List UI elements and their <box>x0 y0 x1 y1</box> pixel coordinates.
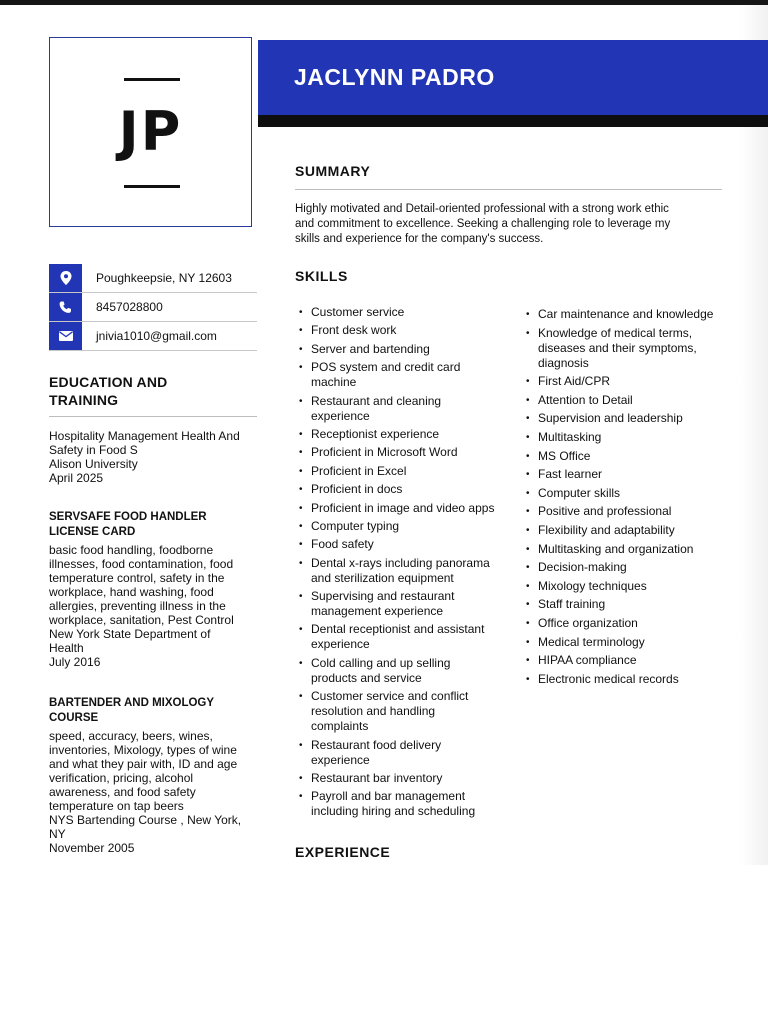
contact-row-address <box>49 264 257 293</box>
envelope-icon <box>49 322 82 350</box>
entry-line: New York State Department of <box>49 627 211 641</box>
skill-item <box>524 504 739 519</box>
education-title-line2: TRAINING <box>49 392 119 408</box>
skill-text: • Knowledge of medical terms, <box>538 325 693 340</box>
entry-date: November 2005 <box>49 841 135 855</box>
skill-item <box>297 464 517 479</box>
skill-text: • Decision-making <box>538 560 627 575</box>
skill-item <box>297 537 517 552</box>
skill-item <box>524 616 739 631</box>
skill-item <box>297 482 517 497</box>
entry-line: Health <box>49 641 84 655</box>
monogram-rule-top <box>124 78 180 81</box>
skill-text: • Restaurant bar inventory <box>311 771 443 786</box>
summary-line: skills and experience for the company's success. <box>295 233 544 245</box>
skill-text: • Mixology techniques <box>538 578 647 593</box>
skill-text: and sterilization equipment <box>311 570 454 585</box>
skills-list-left <box>297 305 517 823</box>
skill-text: • Supervising and restaurant <box>311 589 455 604</box>
skill-text: • Receptionist experience <box>311 426 440 441</box>
entry-line: awareness, and food safety <box>49 785 196 799</box>
skill-text: • Payroll and bar management <box>311 789 466 804</box>
skill-text: • Cold calling and up selling <box>311 655 451 670</box>
skill-text: • Proficient in docs <box>311 482 403 497</box>
entry-date: April 2025 <box>49 471 104 485</box>
summary-text <box>295 202 720 247</box>
summary-divider <box>295 189 722 190</box>
skill-text: • Attention to Detail <box>538 392 633 407</box>
skill-text: products and service <box>311 670 422 685</box>
skill-item <box>297 323 517 338</box>
skill-text: • Office organization <box>538 615 638 630</box>
skill-item <box>524 393 739 408</box>
entry-line: basic food handling, foodborne <box>49 543 214 557</box>
skill-item <box>297 519 517 534</box>
skill-item <box>297 501 517 516</box>
skill-text: • Restaurant and cleaning <box>311 393 442 408</box>
skill-item <box>297 445 517 460</box>
name-banner <box>258 40 768 115</box>
entry-line: allergies, preventing illness in the <box>49 599 226 613</box>
skill-text: • Electronic medical records <box>538 671 679 686</box>
skill-item <box>297 305 517 320</box>
degree-line: Safety in Food S <box>49 443 138 457</box>
education-section <box>49 373 257 417</box>
skill-item <box>524 430 739 445</box>
entry-heading: LICENSE CARD <box>49 526 136 538</box>
contact-list <box>49 264 257 351</box>
entry-line: NYS Bartending Course , New York, <box>49 813 242 827</box>
skill-text: • Computer typing <box>311 518 400 533</box>
skill-text: • POS system and credit card <box>311 360 461 375</box>
contact-phone[interactable]: 8457028800 <box>96 300 163 314</box>
skill-item <box>297 394 517 424</box>
contact-email[interactable]: jnivia1010@gmail.com <box>96 329 217 343</box>
skill-text: • Proficient in Microsoft Word <box>311 445 458 460</box>
skill-text: • MS Office <box>538 448 591 463</box>
skill-text: • Positive and professional <box>538 504 672 519</box>
skill-item <box>524 542 739 557</box>
entry-line: and what they pair with, ID and age <box>49 757 238 771</box>
skill-item <box>524 653 739 668</box>
skill-item <box>297 771 517 786</box>
skill-item <box>524 579 739 594</box>
experience-title: EXPERIENCE <box>295 844 391 860</box>
entry-line: temperature control, safety in the <box>49 571 225 585</box>
entry-line: temperature on tap beers <box>49 799 184 813</box>
entry-line: illnesses, food contamination, food <box>49 557 234 571</box>
entry-heading: BARTENDER AND MIXOLOGY <box>49 697 215 709</box>
skill-item <box>524 307 739 322</box>
page-shadow <box>740 5 768 865</box>
skill-item <box>297 427 517 442</box>
skill-item <box>297 738 517 768</box>
phone-icon <box>49 293 82 321</box>
skill-item <box>297 689 517 734</box>
contact-row-phone <box>49 293 257 322</box>
skill-item <box>524 467 739 482</box>
skill-text: complaints <box>311 719 369 734</box>
skill-text: • Customer service and conflict <box>311 689 469 704</box>
skill-text: experience <box>311 637 370 652</box>
skill-text: • Car maintenance and knowledge <box>538 307 714 321</box>
skill-text: • HIPAA compliance <box>538 653 637 668</box>
skill-text: • Server and bartending <box>311 341 430 356</box>
entry-line: NY <box>49 827 66 841</box>
name-banner-underline <box>258 115 768 127</box>
entry-heading: COURSE <box>49 712 99 724</box>
summary-title: SUMMARY <box>295 163 371 179</box>
skill-item <box>524 486 739 501</box>
summary-line: and commitment to excellence. Seeking a challenging role to leverage my <box>295 218 671 230</box>
skill-text: • Customer service <box>311 305 405 319</box>
skill-text: experience <box>311 752 370 767</box>
skill-item <box>297 556 517 586</box>
skill-item <box>524 672 739 687</box>
skill-text: • Restaurant food delivery <box>311 737 442 752</box>
skills-title: SKILLS <box>295 268 348 284</box>
education-entry-hospitality <box>49 429 257 485</box>
entry-line: verification, pricing, alcohol <box>49 771 194 785</box>
monogram-rule-bottom <box>124 185 180 188</box>
skill-text: • Fast learner <box>538 467 603 482</box>
skills-list-right <box>524 307 739 690</box>
skill-text: • Medical terminology <box>538 634 645 649</box>
skill-item <box>297 656 517 686</box>
skill-item <box>524 326 739 371</box>
education-entry-servsafe <box>49 510 257 669</box>
skill-item <box>524 374 739 389</box>
top-edge <box>0 0 768 5</box>
skill-text: diseases and their symptoms, <box>538 340 697 355</box>
skill-text: resolution and handling <box>311 704 436 719</box>
skill-item <box>524 597 739 612</box>
skill-text: • Dental receptionist and assistant <box>311 622 485 637</box>
skill-text: • Food safety <box>311 537 374 552</box>
skill-text: • Computer skills <box>538 485 621 500</box>
skill-text: • Front desk work <box>311 323 397 338</box>
skill-item <box>297 342 517 357</box>
monogram-initials: JP <box>118 100 183 163</box>
entry-heading: SERVSAFE FOOD HANDLER <box>49 511 207 523</box>
skill-item <box>524 635 739 650</box>
monogram-box <box>49 37 252 227</box>
skill-item <box>297 622 517 652</box>
candidate-name: JACLYNN PADRO <box>294 64 495 90</box>
contact-row-email <box>49 322 257 351</box>
education-divider <box>49 416 257 417</box>
skill-text: • Staff training <box>538 597 606 612</box>
contact-address: Poughkeepsie, NY 12603 <box>96 271 232 285</box>
skill-item <box>297 589 517 619</box>
summary-line: Highly motivated and Detail-oriented professional with a strong work ethic <box>295 203 669 215</box>
entry-line: inventories, Mixology, types of wine <box>49 743 237 757</box>
skill-text: management experience <box>311 604 444 619</box>
skill-text: experience <box>311 408 370 423</box>
skill-text: • Multitasking and organization <box>538 541 694 556</box>
education-entry-bartender <box>49 696 257 855</box>
skill-item <box>524 449 739 464</box>
skill-item <box>524 411 739 426</box>
entry-date: July 2016 <box>49 655 101 669</box>
education-title-line1: EDUCATION AND <box>49 374 168 390</box>
skill-item <box>524 560 739 575</box>
entry-line: workplace, sanitation, Pest Control <box>49 613 234 627</box>
skill-text: • Proficient in image and video apps <box>311 500 495 515</box>
degree-line: Hospitality Management Health And <box>49 429 240 443</box>
skill-text: • Flexibility and adaptability <box>538 522 675 537</box>
school-name: Alison University <box>49 457 138 471</box>
skill-text: • Proficient in Excel <box>311 463 407 478</box>
skill-item <box>297 360 517 390</box>
skill-text: • Supervision and leadership <box>538 411 683 426</box>
skill-text: diagnosis <box>538 355 589 370</box>
blank-page-bottom <box>0 866 768 1024</box>
skill-text: • Dental x-rays including panorama <box>311 555 490 570</box>
skill-text: • First Aid/CPR <box>538 374 611 389</box>
location-pin-icon <box>49 264 82 292</box>
skill-item <box>297 789 517 819</box>
entry-line: workplace, hand washing, food <box>49 585 214 599</box>
skill-text: • Multitasking <box>538 429 602 444</box>
skill-item <box>524 523 739 538</box>
skill-text: machine <box>311 375 357 390</box>
skill-text: including hiring and scheduling <box>311 804 476 819</box>
entry-line: speed, accuracy, beers, wines, <box>49 729 213 743</box>
